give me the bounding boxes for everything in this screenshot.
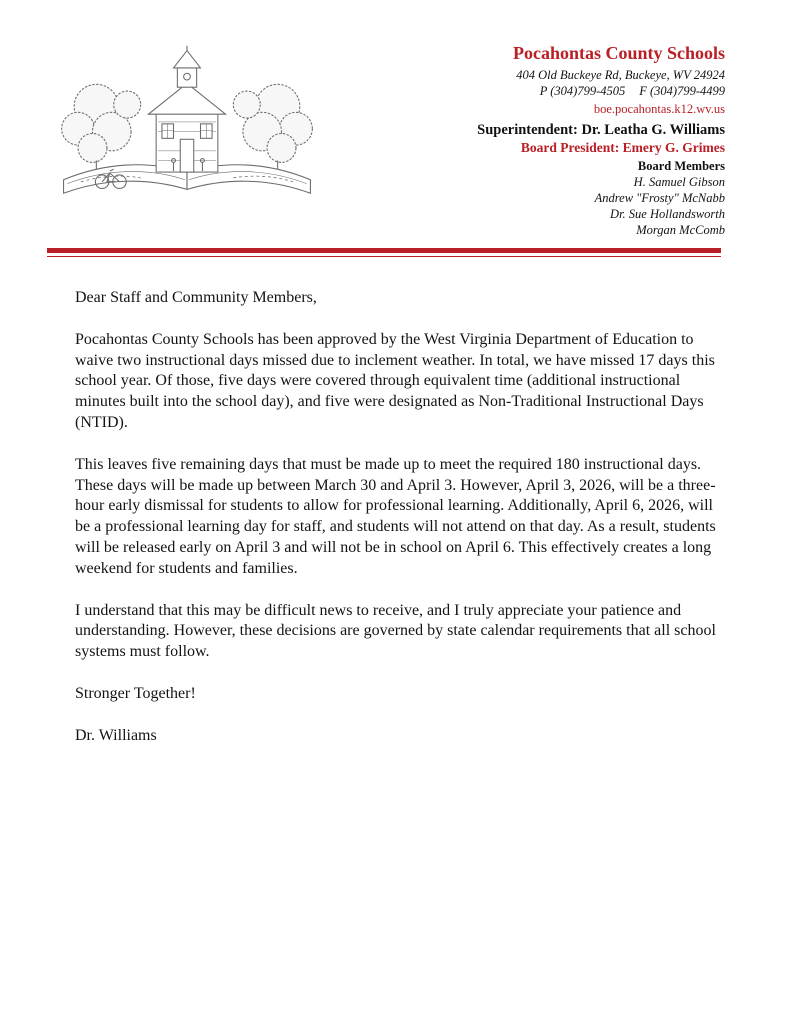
board-president-line: Board President: Emery G. Grimes <box>520 140 725 156</box>
divider-thin-line <box>47 256 721 258</box>
board-members-heading: Board Members <box>637 159 725 174</box>
board-member-name: Andrew "Frosty" McNabb <box>594 191 725 206</box>
board-member-name: Morgan McComb <box>636 223 725 238</box>
fax: F (304)799-4499 <box>639 84 725 99</box>
closing: Stronger Together! <box>75 684 196 702</box>
address-line: 404 Old Buckeye Rd, Buckeye, WV 24924 <box>516 68 725 83</box>
phone-fax-line <box>477 83 725 99</box>
signature: Dr. Williams <box>75 726 157 744</box>
superintendent-line: Superintendent: Dr. Leatha G. Williams <box>477 121 725 138</box>
letter-body <box>75 288 723 768</box>
schoolhouse-logo-icon <box>52 36 322 231</box>
letterhead <box>477 42 725 238</box>
board-member-name: H. Samuel Gibson <box>633 175 725 190</box>
website-link[interactable]: boe.pocahontas.k12.wv.us <box>593 102 725 117</box>
body-paragraph: I understand that this may be difficult news to receive, and I truly appreciate your patience and understanding. However, these decisions are governed by state calendar requirements that all school systems must follow. <box>75 601 716 661</box>
salutation: Dear Staff and Community Members, <box>75 289 317 306</box>
body-paragraph: Pocahontas County Schools has been approved by the West Virginia Department of Education to waive two instructional days missed due to inclement weather. In total, we have missed 17 days this school year. Of those, five days were covered through equivalent time (additional instructional minutes built into the school day), and five were designated as Non-Traditional Instructional Days (NTID). <box>75 330 715 431</box>
divider-thick-line <box>47 248 721 253</box>
body-paragraph: This leaves five remaining days that must be made up to meet the required 180 instructional days. These days will be made up between March 30 and April 3. However, April 3, 2026, will be a three-hour early dismissal for students to allow for professional learning. Additionally, April 6, 2026, will be a professional learning day for staff, and students will not attend on that day. As a result, students will be released early on April 3 and will not be in school on April 6. This effectively creates a long weekend for students and families. <box>75 455 716 577</box>
divider-double-rule <box>47 248 721 259</box>
school-logo <box>52 36 322 231</box>
org-name: Pocahontas County Schools <box>512 43 725 63</box>
phone: P (304)799-4505 <box>539 84 626 99</box>
board-member-name: Dr. Sue Hollandsworth <box>610 207 725 222</box>
